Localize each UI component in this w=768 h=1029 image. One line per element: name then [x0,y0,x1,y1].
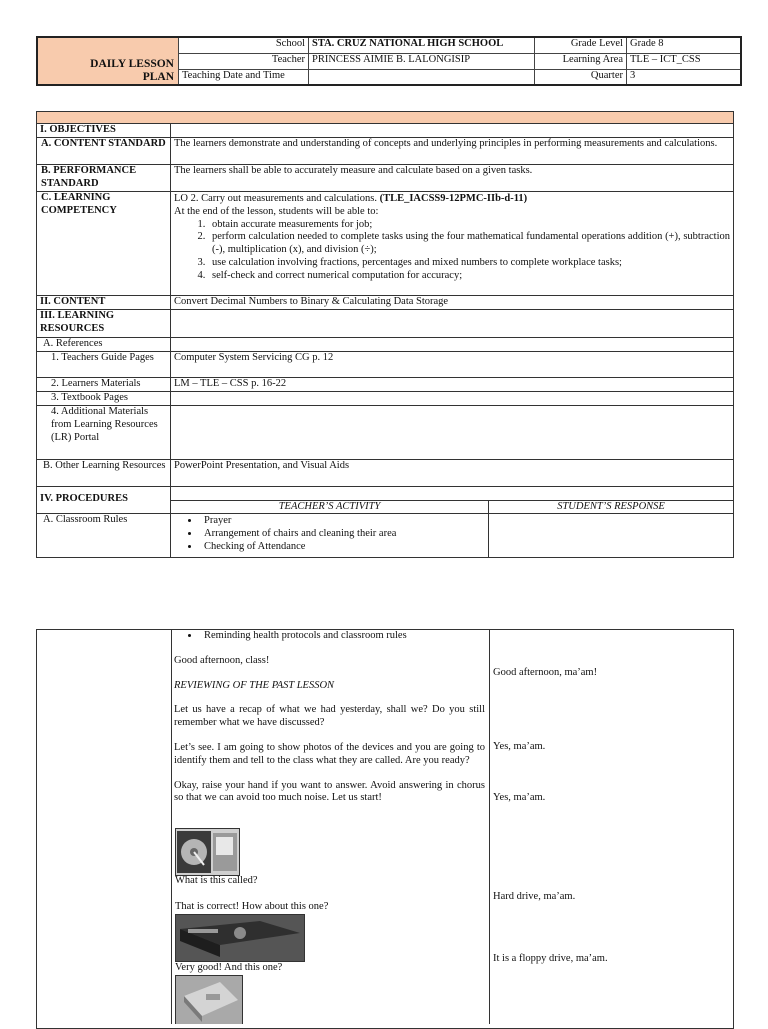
quarter-value: 3 [630,70,636,81]
school-value: STA. CRUZ NATIONAL HIGH SCHOOL [309,38,535,54]
greeting-text: Good afternoon, class! [174,654,270,666]
additional-materials-label: 4. Additional Materials from Learning Resources (LR) Portal [37,406,171,460]
response-1: Good afternoon, ma’am! [493,667,598,678]
lesson-plan-header [36,36,742,86]
objectives-blank [171,124,733,138]
list-item: • Checking of Attendance [200,541,485,554]
additional-materials-value [171,406,733,460]
grade-value: Grade 8 [627,38,740,54]
competency-lo: LO 2. Carry out measurements and calculations. (TLE_IACSS9-12PMC-IIb-d-11) [174,193,528,204]
classroom-rules-response [489,514,733,557]
list-item: • Arrangement of chairs and cleaning their area [200,528,485,541]
classroom-rules-label: A. Classroom Rules [37,514,171,557]
teacher-value: PRINCESS AIMIE B. LALONGISIP [309,54,535,70]
content-standard-text: The learners demonstrate and understanding of concepts and underlying principles in performing measurements and calculations. [171,138,733,165]
recap-text: Let us have a recap of what we had yesterday, shall we? Do you still remember what we have discussed? [174,704,485,729]
teacher-activity-header: TEACHER’S ACTIVITY [171,501,489,514]
references-label: A. References [37,338,171,352]
response-5: It is a floppy drive, ma’am. [493,953,608,964]
textbook-pages-label: 3. Textbook Pages [37,392,171,406]
classroom-rules-list [174,515,485,553]
grade-label: Grade Level [535,38,627,54]
textbook-pages-value [171,392,733,406]
learning-competency-cell [171,192,733,296]
performance-standard-label: B. PERFORMANCE STANDARD [37,165,171,192]
title-cell [38,38,179,84]
references-blank [171,338,733,352]
question-1: What is this called? [175,875,258,886]
learners-materials-value: LM – TLE – CSS p. 16-22 [171,378,733,392]
other-resources-value: PowerPoint Presentation, and Visual Aids [171,460,733,487]
list-item: 4. self-check and correct numerical computation for accuracy; [208,270,730,283]
health-protocol-list [174,630,485,643]
content-text: Convert Decimal Numbers to Binary & Calculating Data Storage [171,296,733,310]
other-resources-label: B. Other Learning Resources [37,460,171,487]
procedures-blank [171,487,733,501]
content-standard-label: A. CONTENT STANDARD [37,138,171,165]
objectives-heading: I. OBJECTIVES [37,124,171,138]
column-divider [171,630,172,1024]
response-3: Yes, ma’am. [493,792,546,803]
response-4: Hard drive, ma’am. [493,891,576,902]
floppy-drive-photo [175,914,305,962]
list-item: • Reminding health protocols and classroom rules [200,630,485,643]
resources-heading: III. LEARNING RESOURCES [37,310,171,338]
learning-competency-label: C. LEARNING COMPETENCY [37,192,171,296]
teacher-label: Teacher [179,54,309,70]
question-2: That is correct! How about this one? [175,901,329,912]
resources-blank [171,310,733,338]
title-line-1: DAILY LESSON [90,58,174,70]
student-response-header: STUDENT’S RESPONSE [489,501,733,514]
review-heading: REVIEWING OF THE PAST LESSON [174,679,335,691]
quarter-label: Quarter [535,70,627,84]
classroom-rules-cell [171,514,489,557]
list-item: 3. use calculation involving fractions, percentages and mixed numbers to complete workplace tasks; [208,257,730,270]
list-item: • Prayer [200,515,485,528]
table-header-band [37,112,733,124]
area-label: Learning Area [535,54,627,70]
hard-drive-icon [176,829,239,875]
raise-hand-text: Okay, raise your hand if you want to answer. Avoid answering in chorus so that we can avoid too much noise. Let us start! [174,779,485,804]
date-value [309,70,535,84]
list-item: 1. obtain accurate measurements for job; [208,219,730,232]
school-label: School [179,38,309,54]
floppy-drive-icon [176,915,304,961]
teachers-guide-value: Computer System Servicing CG p. 12 [171,352,733,378]
device-photo [175,975,243,1024]
teacher-activity-column [174,630,485,805]
teachers-guide-label: 1. Teachers Guide Pages [37,352,171,378]
procedures-heading: IV. PROCEDURES [37,487,171,514]
area-value: TLE – ICT_CSS [627,54,740,70]
learners-materials-label: 2. Learners Materials [37,378,171,392]
competency-intro: At the end of the lesson, students will be able to: [174,205,379,217]
list-item: 2. perform calculation needed to complete tasks using the four mathematical fundamental operations addition (+), subtraction (-), multiplication (x), and division (÷); [208,231,730,257]
performance-standard-text: The learners shall be able to accurately measure and calculate based on a given tasks. [171,165,733,192]
competency-code: (TLE_IACSS9-12PMC-IIb-d-11) [379,193,528,204]
column-divider [489,630,490,1024]
response-2: Yes, ma’am. [493,741,546,752]
photos-intro-text: Let’s see. I am going to show photos of the devices and you are going to identify them and tell to the class what they are called. Are you ready? [174,741,485,766]
date-label: Teaching Date and Time [179,70,309,84]
title-line-2: PLAN [142,71,174,83]
content-heading: II. CONTENT [37,296,171,310]
ssd-icon [176,976,242,1024]
question-3: Very good! And this one? [175,962,283,973]
competency-list [174,219,730,283]
hard-drive-photo [175,828,240,876]
